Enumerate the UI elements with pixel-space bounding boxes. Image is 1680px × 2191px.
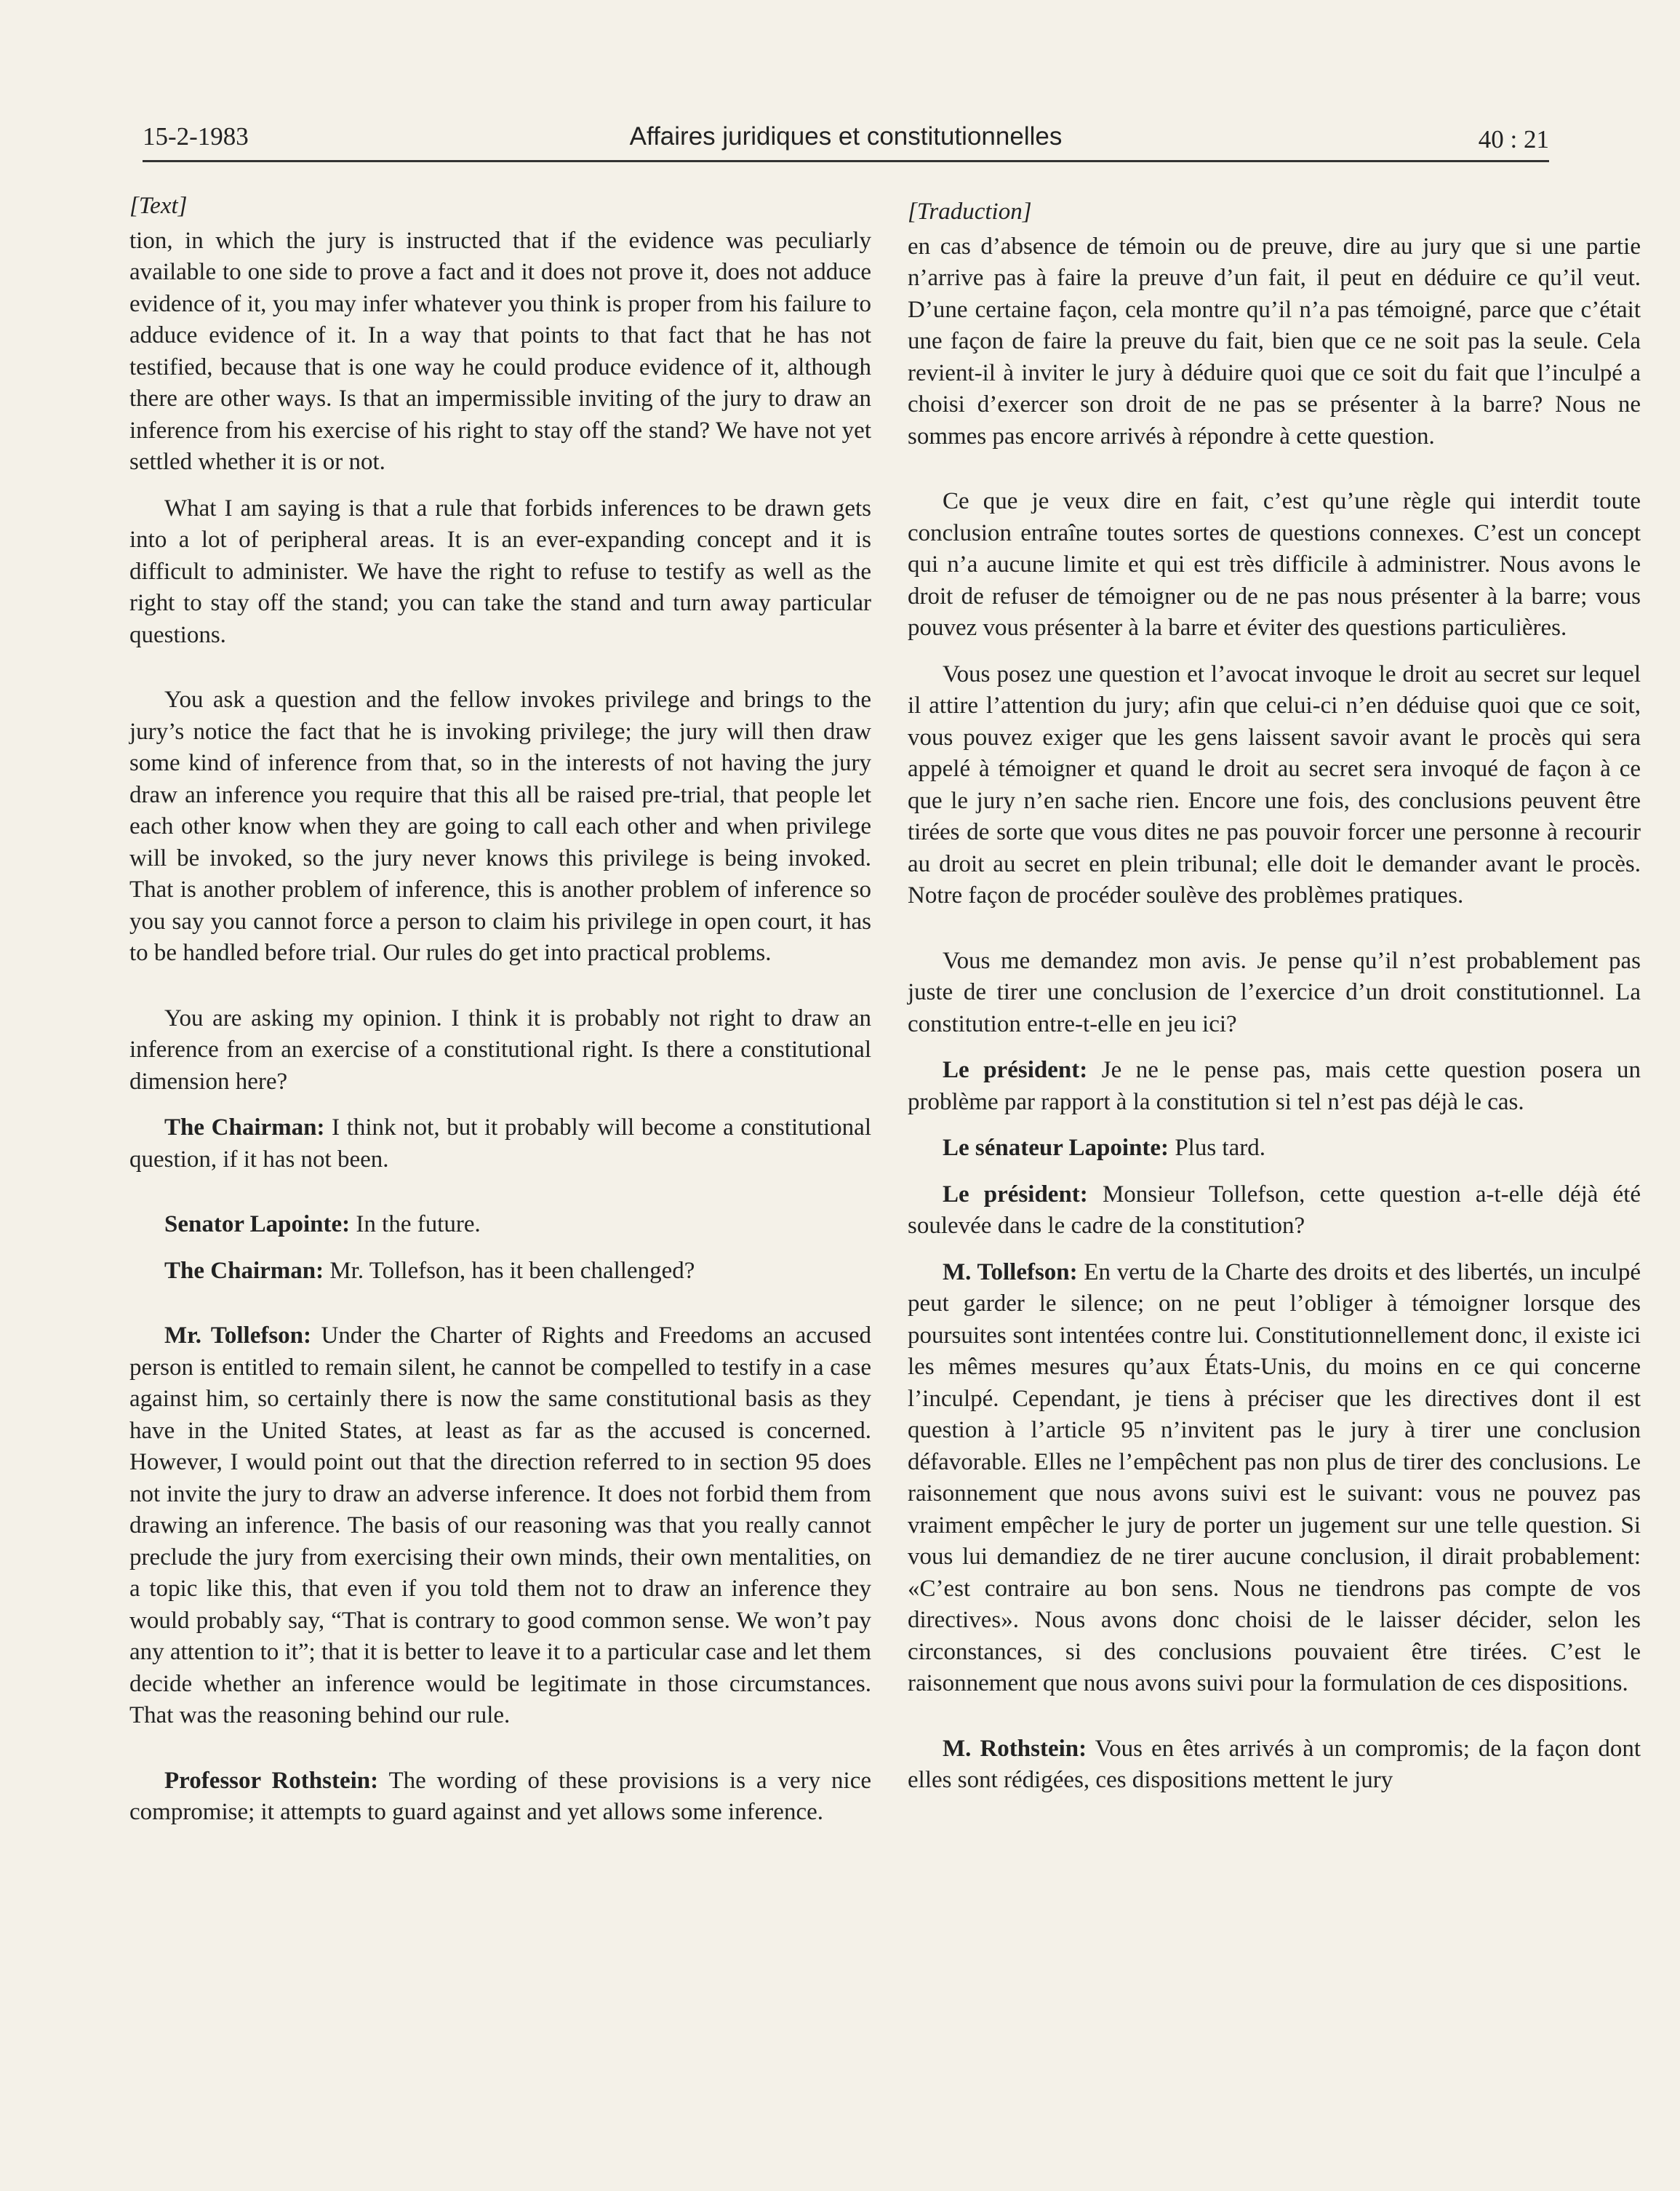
- paragraph: Le président: Je ne le pense pas, mais cette question posera un problème par rapport à la constitution si tel n’est pas déjà le cas.: [908, 1057, 1641, 1115]
- speaker-name: The Chairman:: [164, 1114, 325, 1141]
- speaker-name: Le président:: [943, 1181, 1088, 1208]
- speaker-name: M. Rothstein:: [943, 1735, 1087, 1762]
- paragraph: Le sénateur Lapointe: Plus tard.: [943, 1135, 1265, 1161]
- speaker-name: Senator Lapointe:: [164, 1211, 351, 1237]
- paragraph: Senator Lapointe: In the future.: [164, 1211, 481, 1237]
- paragraph: M. Rothstein: Vous en êtes arrivés à un compromis; de la façon dont elles sont rédigées, ces dispositions mettent le jury: [908, 1735, 1641, 1793]
- column-label: [Text]: [129, 193, 188, 219]
- english-column: [129, 191, 871, 1843]
- page-header: [143, 116, 1549, 162]
- paragraph: What I am saying is that a rule that forbids inferences to be drawn gets into a lot of peripheral areas. It is an ever-expanding concept and it is difficult to administer. We have the right to refuse to testify as well as the right to stay off the stand; you can take the stand and turn away particular questions.: [129, 495, 871, 648]
- header-title: Affaires juridiques et constitutionnelles: [629, 122, 1063, 151]
- speaker-name: M. Tollefson:: [943, 1258, 1078, 1285]
- header-page-number: 40 : 21: [1478, 125, 1549, 153]
- speaker-name: Le président:: [943, 1057, 1088, 1083]
- speaker-name: Professor Rothstein:: [164, 1767, 379, 1794]
- paragraph: Le président: Monsieur Tollefson, cette question a-t-elle déjà été soulevée dans le cadre de la constitution?: [908, 1181, 1641, 1239]
- paragraph: You are asking my opinion. I think it is probably not right to draw an inference from an exercise of a constitutional right. Is there a constitutional dimension here?: [129, 1005, 871, 1095]
- paragraph: The Chairman: I think not, but it probably will become a constitutional question, if it has not been.: [129, 1114, 872, 1173]
- speaker-name: The Chairman:: [164, 1257, 324, 1284]
- paragraph: Professor Rothstein: The wording of these provisions is a very nice compromise; it attempts to guard against and yet allows some inference.: [129, 1767, 872, 1825]
- paragraph: tion, in which the jury is instructed that if the evidence was peculiarly available to one side to prove a fact and it does not prove it, does not adduce evidence of it, you may infer whatever you think is proper from his failure to adduce evidence of it. In a way that points to that fact that he has not testified, because that is one way he could produce evidence of it, although there are other ways. Is that an impermissible inviting of the jury to draw an inference from his exercise of his right to stay off the stand? We have not yet settled whether it is or not.: [129, 227, 871, 475]
- paragraph: The Chairman: Mr. Tollefson, has it been challenged?: [164, 1257, 695, 1284]
- paragraph: Vous posez une question et l’avocat invoque le droit au secret sur lequel il attire l’attention du jury; afin que celui-ci n’en déduise quoi que ce soit, vous pouvez exiger que les gens laissent savoir avant le procès qui sera appelé à témoigner et quand le droit au secret sera invoqué de façon à ce que le jury n’en sache rien. Encore une fois, des conclusions peuvent être tirées de sorte que vous dites ne pas pouvoir forcer une personne à recourir au droit au secret en plein tribunal; elle doit le demander avant le procès. Notre façon de procéder soulève des problèmes pratiques.: [908, 661, 1641, 909]
- paragraph: You ask a question and the fellow invokes privilege and brings to the jury’s notice the fact that he is invoking privilege; the jury will then draw some kind of inference from that, so in the interests of not having the jury draw an inference you require that this all be raised pre-trial, that people let each other know when they are going to call each other and when privilege will be invoked, so the jury never knows this privilege is being invoked. That is another problem of inference, this is another problem of inference so you say you cannot force a person to claim his privilege in open court, it has to be handled before trial. Our rules do get into practical problems.: [129, 687, 871, 966]
- speaker-name: Le sénateur Lapointe:: [943, 1135, 1169, 1161]
- french-column: [908, 196, 1641, 1811]
- header-date: 15-2-1983: [143, 122, 249, 151]
- paragraph: Vous me demandez mon avis. Je pense qu’il n’est probablement pas juste de tirer une conclusion de l’exercice d’un droit constitutionnel. La constitution entre-t-elle en jeu ici?: [908, 947, 1641, 1037]
- paragraph: Mr. Tollefson: Under the Charter of Rights and Freedoms an accused person is entitled to remain silent, he cannot be compelled to testify in a case against him, so certainly there is now the same constitutional basis as they have in the United States, at least as far as the accused is concerned. However, I would point out that the direction referred to in section 95 does not invite the jury to draw an adverse inference. It does not forbid them from drawing an inference. The basis of our reasoning was that you really cannot preclude the jury from exercising their own minds, their own mentalities, on a topic like this, that even if you told them not to draw an inference they would probably say, “That is contrary to good common sense. We won’t pay any attention to it”; that it is better to leave it to a particular case and let them decide whether an inference would be legitimate in those circumstances. That was the reasoning behind our rule.: [129, 1322, 871, 1728]
- paragraph: Ce que je veux dire en fait, c’est qu’une règle qui interdit toute conclusion entraîne toutes sortes de questions connexes. C’est un concept qui n’a aucune limite et qui est très difficile à administrer. Nous avons le droit de refuser de témoigner ou de ne pas nous présenter à la barre; vous pouvez vous présenter à la barre et éviter des questions particulières.: [908, 488, 1641, 641]
- speaker-name: Mr. Tollefson:: [164, 1322, 312, 1349]
- paragraph: M. Tollefson: En vertu de la Charte des droits et des libertés, un inculpé peut garder le silence; on ne peut l’obliger à témoigner lorsque des poursuites sont intentées contre lui. Constitutionnellement donc, il existe ici les mêmes mesures qu’aux États-Unis, du moins en ce qui concerne l’inculpé. Cependant, je tiens à préciser que les directives dont il est question à l’article 95 n’invitent pas le jury à tirer une conclusion défavorable. Elles ne l’empêchent pas non plus de tirer des conclusions. Le raisonnement que nous avons suivi est le suivant: vous ne pouvez pas vraiment empêcher le jury de porter un jugement sur une telle question. Si vous lui demandiez de ne tirer aucune conclusion, il dirait probablement: «C’est contraire au bon sens. Nous ne tiendrons pas compte de vos directives». Nous avons donc choisi de le laisser décider, selon les circonstances, si des conclusions pouvaient être tirées. C’est le raisonnement que nous avons suivi pour la formulation de ces dispositions.: [908, 1258, 1641, 1696]
- column-label: [Traduction]: [908, 199, 1032, 225]
- paragraph: en cas d’absence de témoin ou de preuve, dire au jury que si une partie n’arrive pas à faire la preuve d’un fait, il peut en déduire ce qu’il veut. D’une certaine façon, cela montre qu’il n’a pas témoigné, parce que c’était une façon de faire la preuve du fait, bien que ce ne soit pas la seule. Cela revient-il à inviter le jury à déduire quoi que ce soit du fait que l’inculpé a choisi d’exercer son droit de ne pas se présenter à la barre? Nous ne sommes pas encore arrivés à répondre à cette question.: [908, 233, 1641, 450]
